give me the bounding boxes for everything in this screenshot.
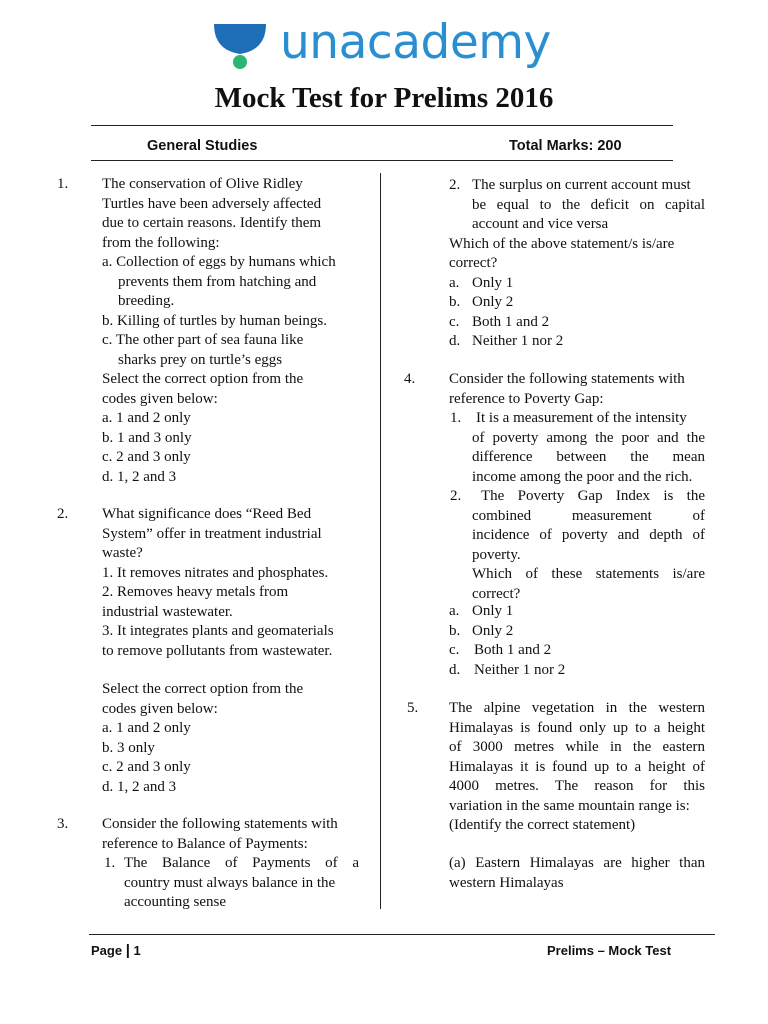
header-rule-bottom [91, 160, 673, 161]
brand-name: unacademy [280, 15, 551, 70]
page-number: 1 [133, 943, 141, 958]
prompt-text-line: Select the correct option from the [102, 371, 304, 387]
prompt-text-line: codes given below: [102, 390, 218, 407]
statement-text-line: be equal to the deficit on capital [472, 196, 705, 213]
statement-number: 2. [450, 488, 462, 504]
question-text-line: Which of these statements is/are [472, 566, 705, 582]
answer-option: Only 2 [472, 294, 514, 310]
question-text-line: Himalayas it is found up to a height of [449, 758, 705, 775]
answer-option: Only 1 [472, 603, 514, 619]
question-text-line: Himalayas is found only up to a height [449, 719, 705, 736]
statement-text-line: It is a measurement of the intensity [476, 410, 687, 426]
option-letter: c. [449, 642, 460, 658]
total-marks-label: Total Marks: 200 [509, 138, 622, 154]
answer-option: c. 2 and 3 only [102, 759, 191, 775]
option-letter: c. [449, 313, 460, 330]
answer-option: b. 1 and 3 only [102, 429, 192, 446]
answer-option: Only 1 [472, 274, 514, 291]
logo-cup-shape [214, 24, 266, 54]
statement-text-line: combined measurement of [472, 507, 705, 524]
statement-text-line: 1. It removes nitrates and phosphates. [102, 564, 329, 581]
question-text-line: What significance does “Reed Bed [102, 506, 312, 522]
answer-option: d. 1, 2 and 3 [102, 778, 177, 795]
answer-option: Both 1 and 2 [474, 642, 552, 658]
subject-label: General Studies [147, 138, 258, 154]
unacademy-mark-icon [212, 20, 268, 70]
statement-text-line: industrial wastewater. [102, 603, 233, 620]
question-text-line: waste? [102, 545, 143, 561]
question-text-line: reference to Poverty Gap: [449, 390, 604, 407]
question-number: 1. [57, 176, 69, 192]
answer-option: a. 1 and 2 only [102, 410, 191, 426]
question-text-line: reference to Balance of Payments: [102, 835, 308, 852]
statement-number: 1. [450, 410, 462, 426]
question-text-line: Consider the following statements with [102, 816, 338, 832]
option-letter: b. [449, 622, 461, 639]
page-label: Page [91, 943, 123, 958]
option-letter: d. [449, 661, 461, 678]
statement-text-line: a. Collection of eggs by humans which [102, 254, 336, 270]
question-text-line: variation in the same mountain range is: [449, 797, 690, 814]
question-text-line: System” offer in treatment industrial [102, 525, 322, 542]
question-number: 3. [57, 816, 69, 832]
statement-text-line: account and vice versa [472, 216, 609, 232]
header-rule-top [91, 125, 673, 126]
footer-title: Prelims – Mock Test [547, 943, 672, 958]
prompt-text-line: codes given below: [102, 700, 218, 717]
statement-text-line: c. The other part of sea fauna like [102, 332, 304, 348]
statement-text-line: 2. Removes heavy metals from [102, 584, 289, 600]
question-text-line: 4000 metres. The reason for this [449, 778, 705, 794]
page-number-label [91, 942, 141, 960]
statement-number: 2. [449, 177, 461, 193]
statement-text-line: income among the poor and the rich. [472, 468, 693, 485]
statement-number: 1. [104, 855, 116, 871]
footer-rule [89, 934, 715, 935]
question-number: 5. [407, 700, 419, 716]
statement-text-line: The surplus on current account must [472, 177, 691, 193]
option-letter: d. [449, 333, 461, 349]
statement-text-line: poverty. [472, 546, 521, 563]
statement-text-line: 3. It integrates plants and geomaterials [102, 623, 334, 639]
question-text-line: Turtles have been adversely affected [102, 195, 322, 212]
option-letter: a. [449, 603, 460, 619]
question-text-line: correct? [472, 585, 521, 602]
statement-text-line: incidence of poverty and depth of [472, 527, 705, 543]
page-separator: | [125, 942, 130, 959]
question-text-line: from the following: [102, 234, 220, 251]
statement-text-line: western Himalayas [449, 874, 564, 891]
statement-text-line: of poverty among the poor and the [472, 429, 705, 446]
statement-text-line: breeding. [118, 293, 175, 309]
statement-text-line: The Poverty Gap Index is the [481, 488, 705, 504]
question-text-line: due to certain reasons. Identify them [102, 215, 322, 231]
option-letter: a. [449, 274, 460, 291]
answer-option: d. 1, 2 and 3 [102, 468, 177, 485]
statement-text-line: difference between the mean [472, 449, 705, 465]
statement-text-line: (a) Eastern Himalayas are higher than [449, 855, 705, 871]
answer-option: b. 3 only [102, 739, 155, 756]
answer-option: Only 2 [472, 622, 514, 639]
question-number: 4. [404, 371, 416, 387]
question-text-line: The alpine vegetation in the western [449, 700, 705, 716]
question-text-line: Consider the following statements with [449, 371, 685, 387]
question-text-line: The conservation of Olive Ridley [102, 176, 303, 192]
logo-dot-shape [233, 55, 247, 69]
statement-text-line: The Balance of Payments of a [124, 855, 359, 871]
question-text-line: of 3000 metres while in the eastern [449, 739, 705, 755]
statement-text-line: country must always balance in the [124, 874, 336, 891]
answer-option: a. 1 and 2 only [102, 720, 191, 736]
column-divider [380, 173, 381, 909]
option-letter: b. [449, 294, 461, 310]
statement-text-line: to remove pollutants from wastewater. [102, 642, 333, 659]
statement-text-line: accounting sense [124, 894, 227, 910]
question-text-line: (Identify the correct statement) [449, 817, 636, 833]
answer-option: c. 2 and 3 only [102, 449, 191, 465]
question-number: 2. [57, 506, 69, 522]
answer-option: Neither 1 nor 2 [472, 333, 564, 349]
unacademy-logo [212, 14, 562, 76]
answer-option: Both 1 and 2 [472, 313, 550, 330]
prompt-text-line: Select the correct option from the [102, 681, 304, 697]
statement-text-line: b. Killing of turtles by human beings. [102, 312, 327, 329]
page-title: Mock Test for Prelims 2016 [214, 82, 554, 114]
answer-option: Neither 1 nor 2 [474, 661, 566, 678]
question-text-line: Which of the above statement/s is/are [449, 235, 675, 252]
question-text-line: correct? [449, 255, 498, 271]
statement-text-line: sharks prey on turtle’s eggs [118, 351, 283, 368]
statement-text-line: prevents them from hatching and [118, 273, 317, 290]
